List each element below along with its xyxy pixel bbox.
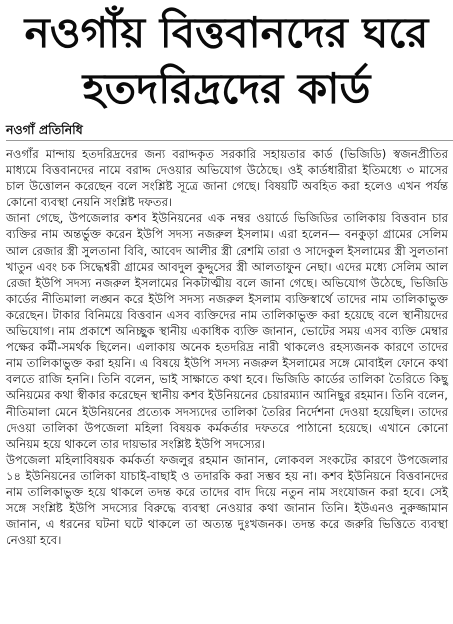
headline-line-1: নওগাঁয় বিত্তবানদের ঘরে (24, 8, 429, 57)
paragraph-2: জানা গেছে, উপজেলার কশব ইউনিয়নের এক নম্বর ওয়ার্ডে ভিজিডির তালিকায় বিত্তবান চার ব্যক্তির নাম অন্তর্ভুক্ত করেন ইউপি সদস্য নজরুল ইসলাম। এরা হলেন— বনকুড়া গ্রামের সেলিম আল রেজার স্ত্রী সুলতানা বিবি, আবেদ আলীর স্ত্রী রেশমি তারা ও সাদেকুল ইসলামের স্ত্রী সুলতানা খাতুন এবং চক সিদ্ধেশ্বরী গ্রামের আবদুল কুদ্দুসের স্ত্রী আলতাফুন নেছা। এদের মধ্যে সেলিম আল রেজা ইউপি সদস্য নজরুল ইসলামের নিকটাত্মীয় বলে জানা গেছে। অভিযোগ উঠেছে, ভিজিডি কার্ডের নীতিমালা লঙ্ঘন করে ইউপি সদস্য নজরুল ইসলাম ব্যক্তিস্বার্থে তাদের নাম তালিকাভুক্ত করেছেন। টাকার বিনিময়ে বিত্তবান এসব ব্যক্তিদের নাম তালিকাভুক্ত করা হয়েছে বলে স্থানীয়দের অভিযোগ। নাম প্রকাশে অনিচ্ছুক স্থানীয় একাধিক ব্যক্তি জানান, ভোটের সময় এসব ব্যক্তি মেম্বার পক্ষের কর্মী-সমর্থক ছিলেন। এলাকায় অনেক হতদরিদ্র নারী থাকলেও রহস্যজনক কারণে তাদের নাম তালিকাভুক্ত করা হয়নি। এ বিষয়ে ইউপি সদস্য নজরুল ইসলামের সঙ্গে মোবাইল ফোনে কথা বলতে রাজি হননি। তিনি বলেন, ভাই সাক্ষাতে কথা হবে। ভিজিডি কার্ডের তালিকা তৈরিতে কিছু অনিয়মের কথা স্বীকার করেছেন স্থানীয় কশব ইউনিয়নের চেয়ারম্যান আনিছুর রহমান। তিনি বলেন, নীতিমালা মেনে ইউনিয়নের প্রত্যেক সদস্যদের তালিকা তৈরির নির্দেশনা দেওয়া হয়েছিল। তাদের দেওয়া তালিকা উপজেলা মহিলা বিষয়ক কর্মকর্তার দফতরে পাঠানো হয়েছে। এখানে কোনো অনিয়ম হয়ে থাকলে তার দায়ভার সংশ্লিষ্ট ইউপি সদস্যের। (6, 211, 449, 451)
headline-line-2: হতদরিদ্রদের কার্ড (82, 64, 371, 113)
byline: নওগাঁ প্রতিনিধি (6, 122, 83, 137)
byline-divider (6, 140, 453, 141)
article-body (6, 146, 448, 548)
paragraph-3: উপজেলা মহিলাবিষয়ক কর্মকর্তা ফজলুর রহমান জানান, লোকবল সংকটের কারণে উপজেলার ১৪ ইউনিয়নের তালিকা যাচাই-বাছাই ও তদারকি করা সম্ভব হয় না। কশব ইউনিয়নে বিত্তবানদের নাম তালিকাভুক্ত হয়ে থাকলে তদন্ত করে তাদের বাদ দিয়ে নতুন নাম সংযোজন করা হবে। সেই সঙ্গে সংশ্লিষ্ট ইউপি সদস্যের বিরুদ্ধে ব্যবস্থা নেওয়ার কথা জানান তিনি। ইউএনও নুরুজ্জামান জানান, এ ধরনের ঘটনা ঘটে থাকলে তা অত্যন্ত দুঃখজনক। তদন্ত করে জরুরি ভিত্তিতে ব্যবস্থা নেওয়া হবে। (6, 452, 448, 548)
paragraph-1: নওগাঁর মান্দায় হতদরিদ্রদের জন্য বরাদ্দকৃত সরকারি সহায়তার কার্ড (ভিজিডি) স্বজনপ্রীতির মাধ্যমে বিত্তবানদের নামে বরাদ্দ দেওয়ার অভিযোগ উঠেছে। ওই কার্ডধারীরা ইতিমধ্যে ৩ মাসের চাল উত্তোলন করেছেন বলে সংশ্লিষ্ট সূত্রে জানা গেছে। বিষয়টি অবহিত করা হলেও এখন পর্যন্ত কোনো ব্যবস্থা নেয়নি সংশ্লিষ্ট দফতর। (6, 147, 448, 210)
